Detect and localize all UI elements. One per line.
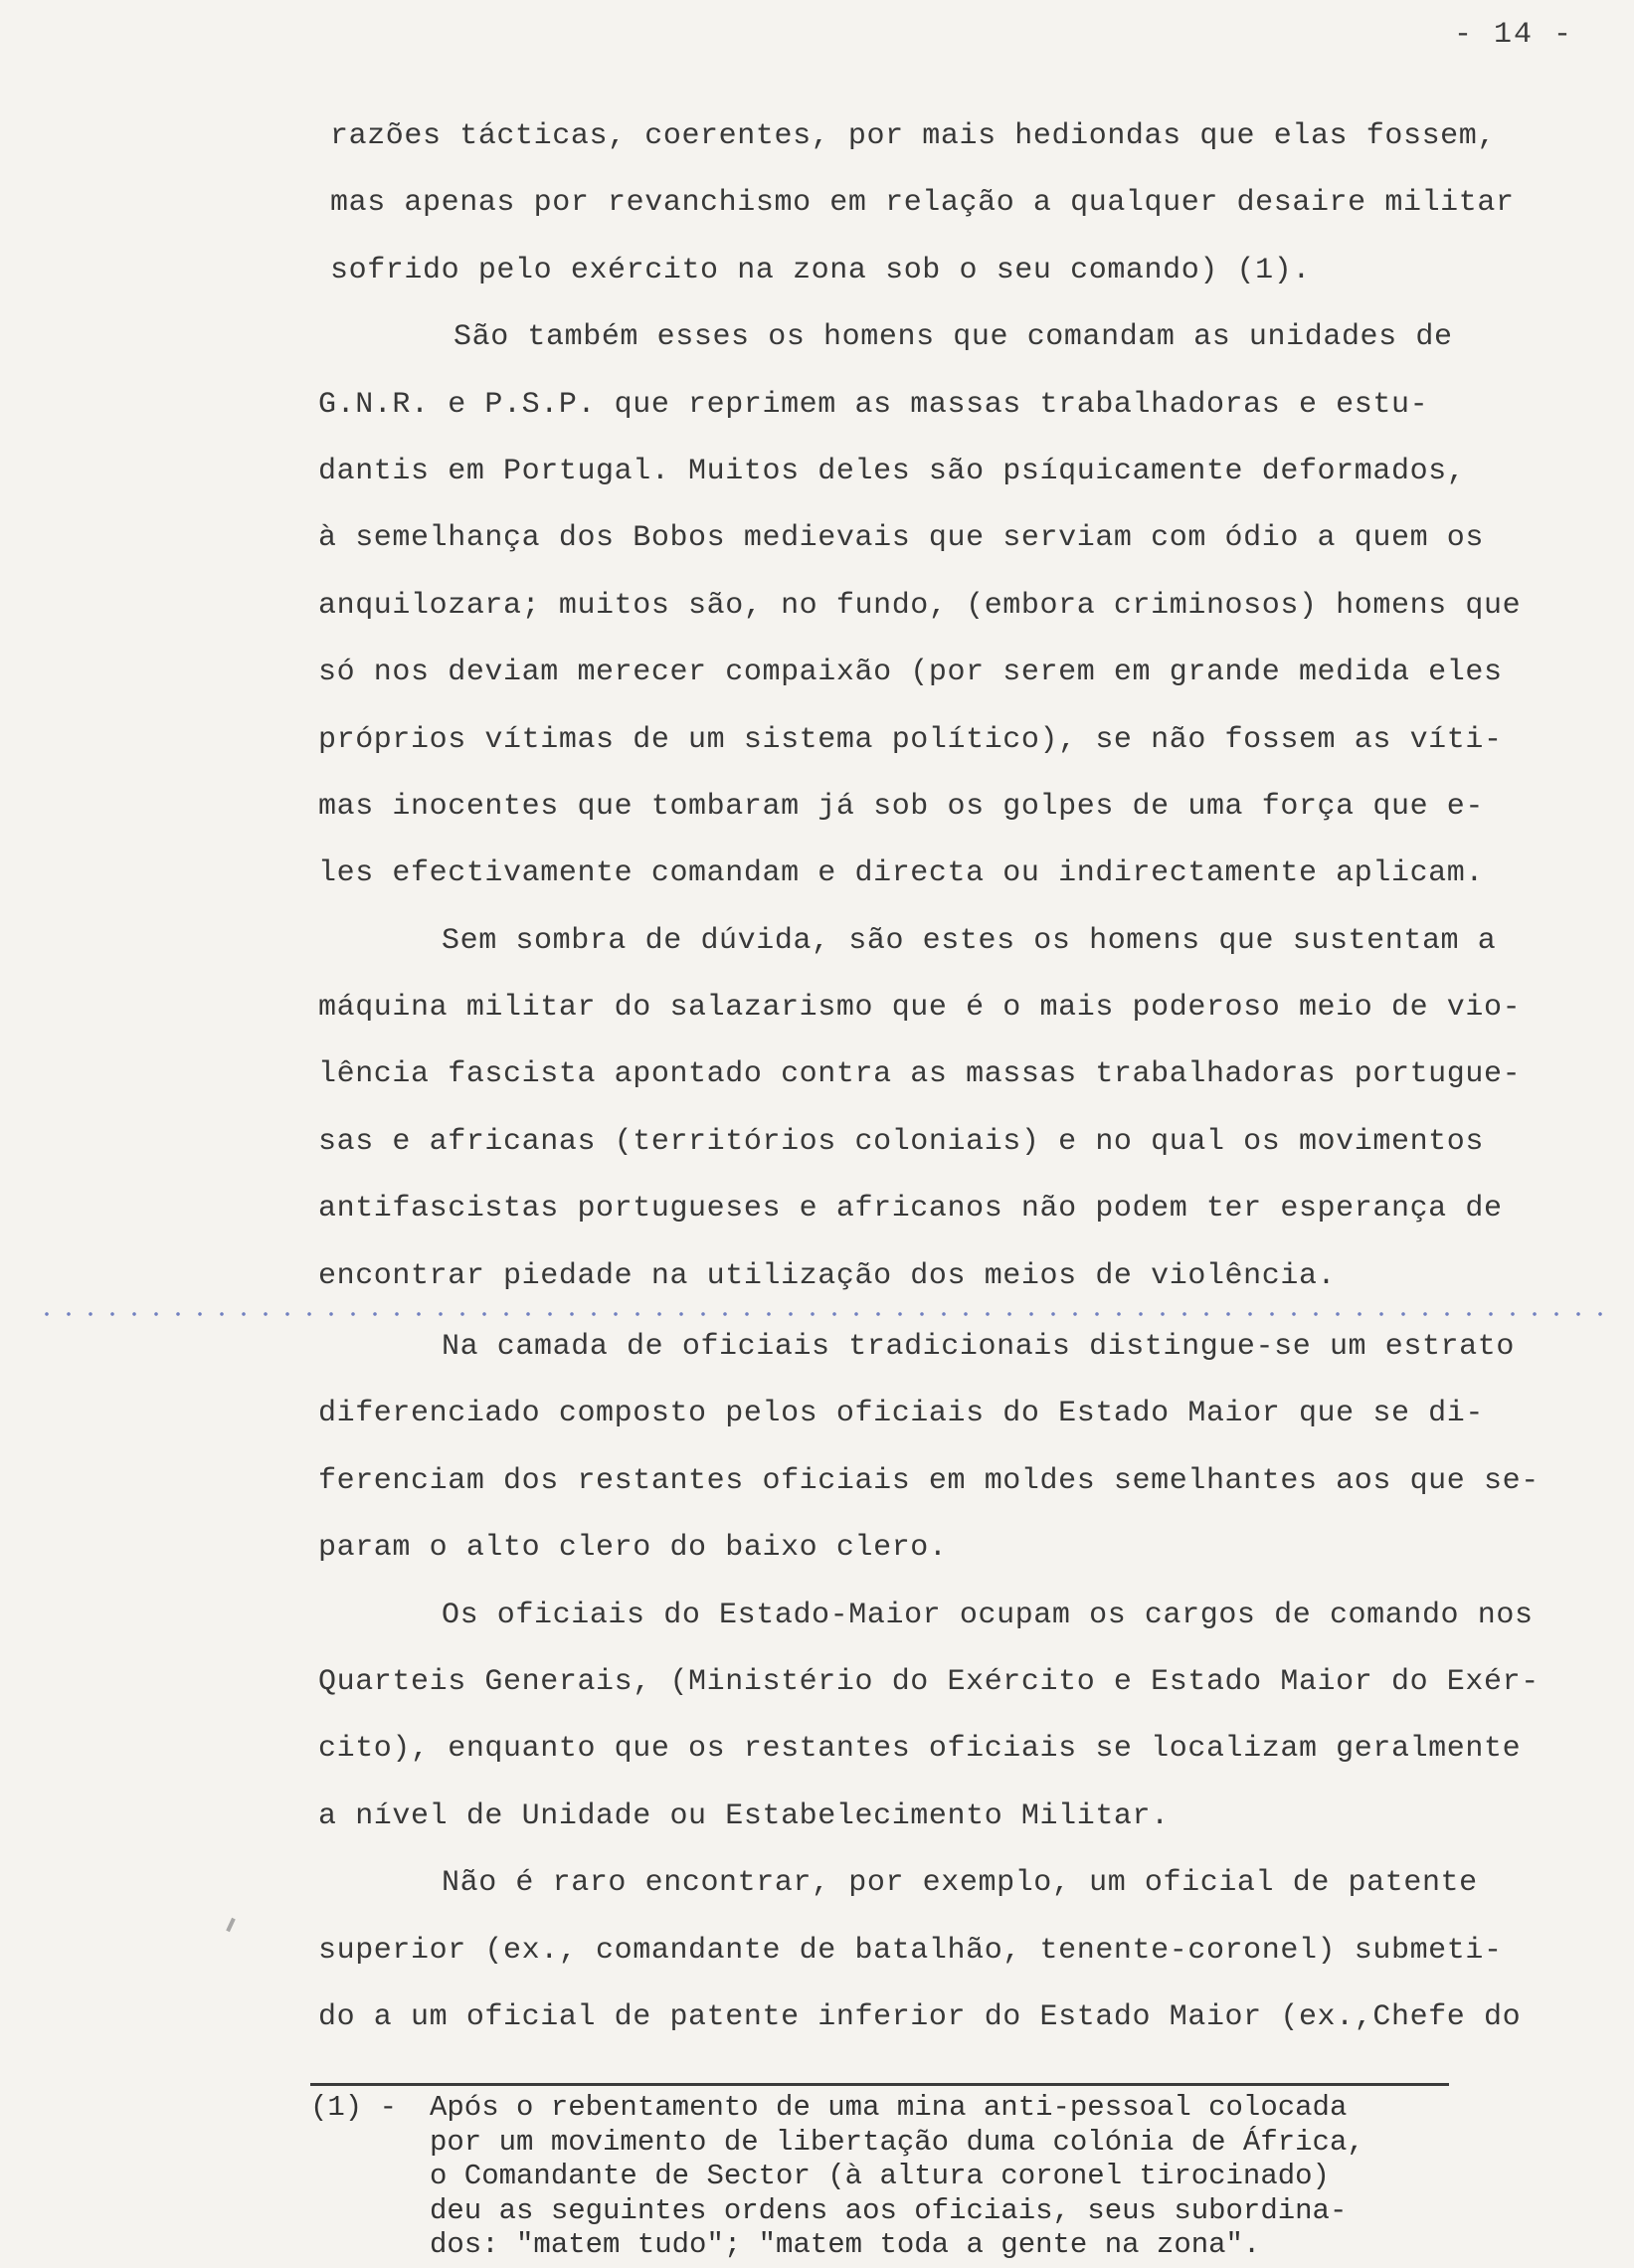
text-line: cito), enquanto que os restantes oficiais se localizam geralmente [318,1732,1522,1767]
text-line: à semelhança dos Bobos medievais que serviam com ódio a quem os [318,521,1484,556]
footnote-text: Após o rebentamento de uma mina anti-pessoal colocada [430,2091,1348,2124]
footnote [310,2091,1553,2263]
text-line: mas inocentes que tombaram já sob os golpes de uma força que e- [318,789,1484,824]
footnote-line: deu as seguintes ordens aos oficiais, seus subordina- [430,2193,1348,2227]
page-number: - 14 - [1454,18,1574,52]
text-line: do a um oficial de patente inferior do Estado Maior (ex.,Chefe do [318,1999,1522,2034]
text-line: sas e africanas (territórios coloniais) e no qual os movimentos [318,1124,1484,1159]
paragraph-start-line: Na camada de oficiais tradicionais distingue-se um estrato [442,1330,1515,1365]
text-line: superior (ex., comandante de batalhão, tenente-coronel) submeti- [318,1933,1503,1968]
text-line: mas apenas por revanchismo em relação a qualquer desaire militar [330,186,1515,221]
text-line: próprios vítimas de um sistema político), se não fossem as víti- [318,722,1503,757]
text-line: a nível de Unidade ou Estabelecimento Militar. [318,1798,1170,1833]
paragraph-start-line: São também esses os homens que comandam as unidades de [454,320,1453,355]
footnote-marker: (1) - [310,2091,398,2124]
text-line: só nos deviam merecer compaixão (por serem em grande medida eles [318,656,1503,690]
text-line: G.N.R. e P.S.P. que reprimem as massas trabalhadoras e estu- [318,387,1429,422]
text-line: dantis em Portugal. Muitos deles são psíquicamente deformados, [318,454,1466,488]
paragraph-start-line: Não é raro encontrar, por exemplo, um oficial de patente [442,1866,1478,1901]
text-line: anquilozara; muitos são, no fundo, (embora criminosos) homens que [318,588,1522,623]
text-line: razões tácticas, coerentes, por mais hediondas que elas fossem, [330,119,1496,153]
dotted-separator [36,1311,1617,1317]
body-text [318,103,1611,2051]
footnote-rule [310,2083,1449,2086]
text-line: sofrido pelo exército na zona sob o seu comando) (1). [330,253,1311,287]
footnote-line: por um movimento de libertação duma colónia de África, [430,2125,1364,2159]
text-line: ferenciam dos restantes oficiais em moldes semelhantes aos que se- [318,1463,1540,1498]
text-line: param o alto clero do baixo clero. [318,1531,948,1566]
text-line: encontrar piedade na utilização dos meios de violência. [318,1258,1337,1293]
text-line: les efectivamente comandam e directa ou indirectamente aplicam. [318,856,1484,891]
footnote-line: dos: "matem tudo"; "matem toda a gente na zona". [430,2228,1261,2262]
text-line: máquina militar do salazarismo que é o mais poderoso meio de vio- [318,991,1522,1026]
paragraph-start-line: Os oficiais do Estado-Maior ocupam os cargos de comando nos [442,1598,1534,1632]
footnote-line: o Comandante de Sector (à altura coronel tirocinado) [430,2160,1330,2193]
footnote-line [310,2091,1553,2126]
text-line: diferenciado composto pelos oficiais do Estado Maior que se di- [318,1397,1484,1431]
paragraph-start-line: Sem sombra de dúvida, são estes os homens que sustentam a [442,923,1497,958]
text-line: lência fascista apontado contra as massas trabalhadoras portugue- [318,1057,1522,1092]
text-line: Quarteis Generais, (Ministério do Exército e Estado Maior do Exér- [318,1664,1540,1699]
text-line: antifascistas portugueses e africanos não podem ter esperança de [318,1192,1503,1227]
pencil-mark [226,1918,236,1932]
